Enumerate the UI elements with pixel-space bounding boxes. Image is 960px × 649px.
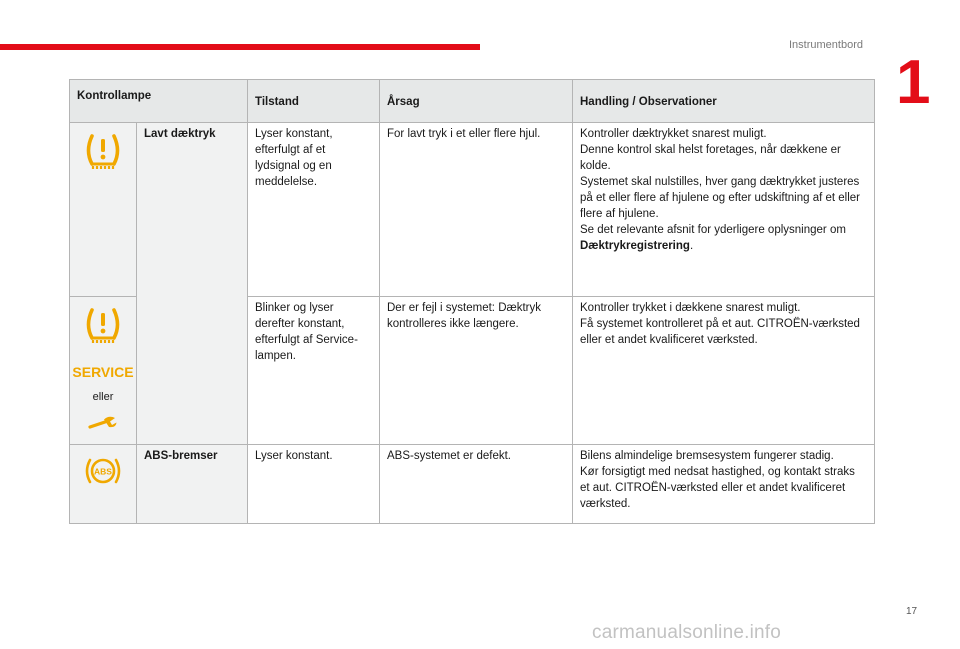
abs-warning-icon	[83, 455, 123, 487]
table-row	[70, 445, 875, 524]
tire-pressure-warning-icon	[83, 307, 123, 345]
action-line: Bilens almindelige bremsesystem fungerer stadig.	[580, 450, 834, 462]
action-line: Denne kontrol skal helst foretages, når dækkene er kolde.	[580, 144, 841, 172]
table-row	[70, 123, 875, 297]
action-line: Systemet skal nulstilles, hver gang dæktrykket justeres på et eller flere af hjulene og efter udskiftning af et eller flere af hjulene.	[580, 176, 861, 220]
lamp-name: ABS-bremser	[137, 445, 248, 524]
lamp-name: Lavt dæktryk	[137, 123, 248, 445]
action-reference	[580, 222, 867, 254]
icon-cell	[70, 445, 137, 524]
icon-cell	[70, 123, 137, 297]
reference-topic: Dæktrykregistrering	[580, 240, 690, 252]
service-warning-icon	[72, 363, 134, 381]
cause-cell: Der er fejl i systemet: Dæktryk kontrolleres ikke længere.	[380, 297, 573, 445]
icon-cell	[70, 297, 137, 445]
action-line: Kontroller trykket i dækkene snarest muligt.	[580, 302, 801, 314]
watermark: carmanualsonline.info	[592, 622, 782, 643]
reference-suffix: .	[689, 240, 694, 252]
action-cell	[573, 123, 875, 297]
column-header-handling: Handling / Observationer	[573, 80, 875, 123]
action-cell	[573, 445, 875, 524]
chapter-label: Instrumentbord	[789, 39, 863, 51]
condition-cell: Blinker og lyser derefter konstant, efterfulgt af Service-lampen.	[248, 297, 380, 445]
column-header-kontrollampe: Kontrollampe	[70, 80, 248, 123]
cause-cell: For lavt tryk i et eller flere hjul.	[380, 123, 573, 297]
action-line: Få systemet kontrolleret på et aut. CITROËN-værksted eller et andet kvalificeret værksted.	[580, 318, 860, 346]
header-accent-bar	[0, 44, 480, 50]
abs-icon-text: ABS	[94, 466, 112, 477]
chapter-number: 1	[896, 48, 931, 117]
or-word: eller	[92, 391, 114, 403]
action-line: Kontroller dæktrykket snarest muligt.	[580, 128, 767, 140]
condition-cell: Lyser konstant.	[248, 445, 380, 524]
action-line: Kør forsigtigt med nedsat hastighed, og kontakt straks et aut. CITROËN-værksted eller et andet kvalificeret værksted.	[580, 466, 855, 510]
reference-prefix: Se det relevante afsnit for yderligere oplysninger om	[580, 224, 846, 236]
warning-lamp-table	[69, 79, 875, 524]
service-icon-text: SERVICE	[72, 364, 134, 380]
column-header-tilstand: Tilstand	[248, 80, 380, 123]
page-number: 17	[906, 606, 918, 617]
cause-cell: ABS-systemet er defekt.	[380, 445, 573, 524]
column-header-aarsag: Årsag	[380, 80, 573, 123]
tire-pressure-warning-icon	[83, 133, 123, 171]
condition-cell: Lyser konstant, efterfulgt af et lydsignal og en meddelelse.	[248, 123, 380, 297]
table-header-row	[70, 80, 875, 123]
wrench-icon	[88, 415, 118, 431]
action-cell	[573, 297, 875, 445]
